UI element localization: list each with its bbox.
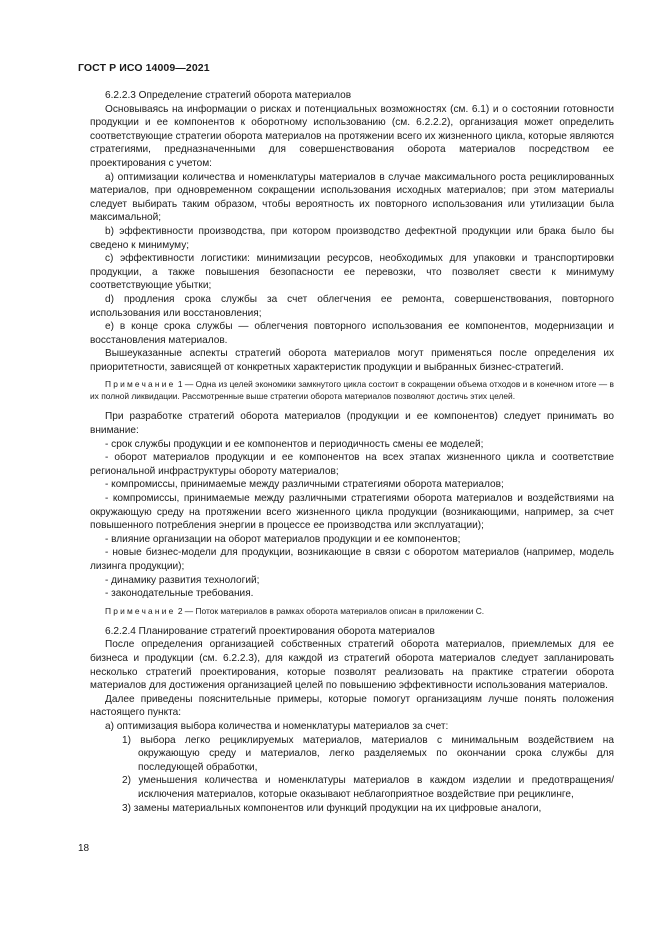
attention-item: - законодательные требования. [105, 588, 254, 600]
note-1 [90, 378, 614, 402]
sub-item-2: 2) уменьшения количества и номенклатуры материалов в каждом изделии и предотвращения/исключения материалов, которые оказывают неблагоприятное воздействие при рециклинге, [122, 775, 614, 800]
note-2-text: 2 — Поток материалов в рамках оборота материалов описан в приложении С. [177, 605, 485, 616]
page-body [90, 89, 614, 815]
attention-intro: При разработке стратегий оборота материалов (продукции и ее компонентов) следует принимать во внимание: [90, 411, 614, 437]
list-item-c: c) эффективности логистики: минимизации ресурсов, необходимых для упаковки и транспортировки продукции, а также повышения безопасности ее перевозки, что позволяет свести к минимуму соответствующие убытки; [90, 253, 614, 292]
attention-item: - срок службы продукции и ее компонентов и периодичность смены ее моделей; [105, 438, 484, 450]
section-6-2-2-4-item-a: а) оптимизация выбора количества и номенклатуры материалов за счет: [105, 720, 449, 732]
attention-item: - компромиссы, принимаемые между различными стратегиями оборота материалов; [105, 479, 504, 491]
attention-item: - динамику развития технологий; [105, 574, 260, 586]
section-6-2-2-4-para-2: Далее приведены пояснительные примеры, которые помогут организациям лучше понять положения настоящего пункта: [90, 693, 614, 719]
note-1-label: Примечание [105, 379, 176, 390]
list-item-b: b) эффективности производства, при котором производство дефектной продукции или брака было бы сведено к минимуму; [90, 225, 614, 251]
section-6-2-2-3-title: 6.2.2.3 Определение стратегий оборота материалов [105, 90, 352, 101]
sub-item-3: 3) замены материальных компонентов или функций продукции на их цифровые аналоги, [122, 802, 542, 814]
note-2-label: Примечание [105, 605, 176, 616]
sub-item-1: 1) выбора легко рециклируемых материалов, материалов с минимальным воздействием на окружающую среду и материалов, легко разделяемых по окончании срока службы для последующей обработки, [122, 734, 614, 773]
attention-item: - влияние организации на оборот материалов продукции и ее компонентов; [105, 533, 461, 545]
attention-item: - новые бизнес-модели для продукции, возникающие в связи с оборотом материалов (например, модель лизинга продукции); [90, 547, 614, 572]
section-6-2-2-3-intro: Основываясь на информации о рисках и потенциальных возможностях (см. 6.1) и о состоянии готовности продукции и ее компонентов к оборотному использованию (см. 6.2.2.2), организация может определить соответствующие стратегии оборота материалов на протяжении всего их жизненного цикла, которые являются стратегиями, предназначенными для совершенствования оборота материалов посредством ее проектирования с учетом: [90, 103, 614, 169]
list-item-a: a) оптимизации количества и номенклатуры материалов в случае максимального роста рециклированных материалов, при одновременном сокращении использования исходных материалов; при этом материалы следует выбирать таким образом, чтобы вероятность их повторного использования или утилизации была максимальной; [90, 171, 614, 224]
list-item-e: e) в конце срока службы — облегчения повторного использования ее компонентов, модернизации и восстановления материалов. [90, 321, 614, 346]
page-number: 18 [78, 843, 90, 854]
section-6-2-2-4-para-1: После определения организацией собственных стратегий оборота материалов, приемлемых для ее бизнеса и продукции (см. 6.2.2.3), для каждой из стратегий оборота материалов следует запланировать несколько стратегий проектирования, которые позволят реализовать на практике стратегии оборота материалов для достижения организацией целей по повышению эффективности использования материалов. [90, 639, 614, 692]
attention-item: - компромиссы, принимаемые между различными стратегиями оборота материалов и воздействиями на окружающую среду на протяжении всего жизненного цикла продукции (возникающими, например, за счет повышенного потребления энергии в процессе ее производства или эксплуатации); [90, 493, 614, 532]
aspects-paragraph: Вышеуказанные аспекты стратегий оборота материалов могут применяться после определения их приоритетности, зависящей от конкретных характеристик продукции и выбранных бизнес-стратегий. [90, 348, 614, 373]
section-6-2-2-4-title: 6.2.2.4 Планирование стратегий проектирования оборота материалов [105, 625, 435, 637]
attention-item: - оборот материалов продукции и ее компонентов на всех этапах жизненного цикла и соответствие региональной инфраструктуры обороту материалов; [90, 452, 614, 477]
standard-header: ГОСТ Р ИСО 14009—2021 [78, 62, 210, 74]
note-1-text: 1 — Одна из целей экономики замкнутого цикла состоит в сокращении объема отходов и в конечном итоге — в их полной ликвидации. Рассмотренные выше стратегии оборота материалов позволяют достичь этих целей. [90, 379, 614, 402]
list-item-d: d) продления срока службы за счет облегчения ее ремонта, совершенствования, повторного использования или восстановления; [90, 293, 614, 319]
note-2 [90, 605, 614, 617]
